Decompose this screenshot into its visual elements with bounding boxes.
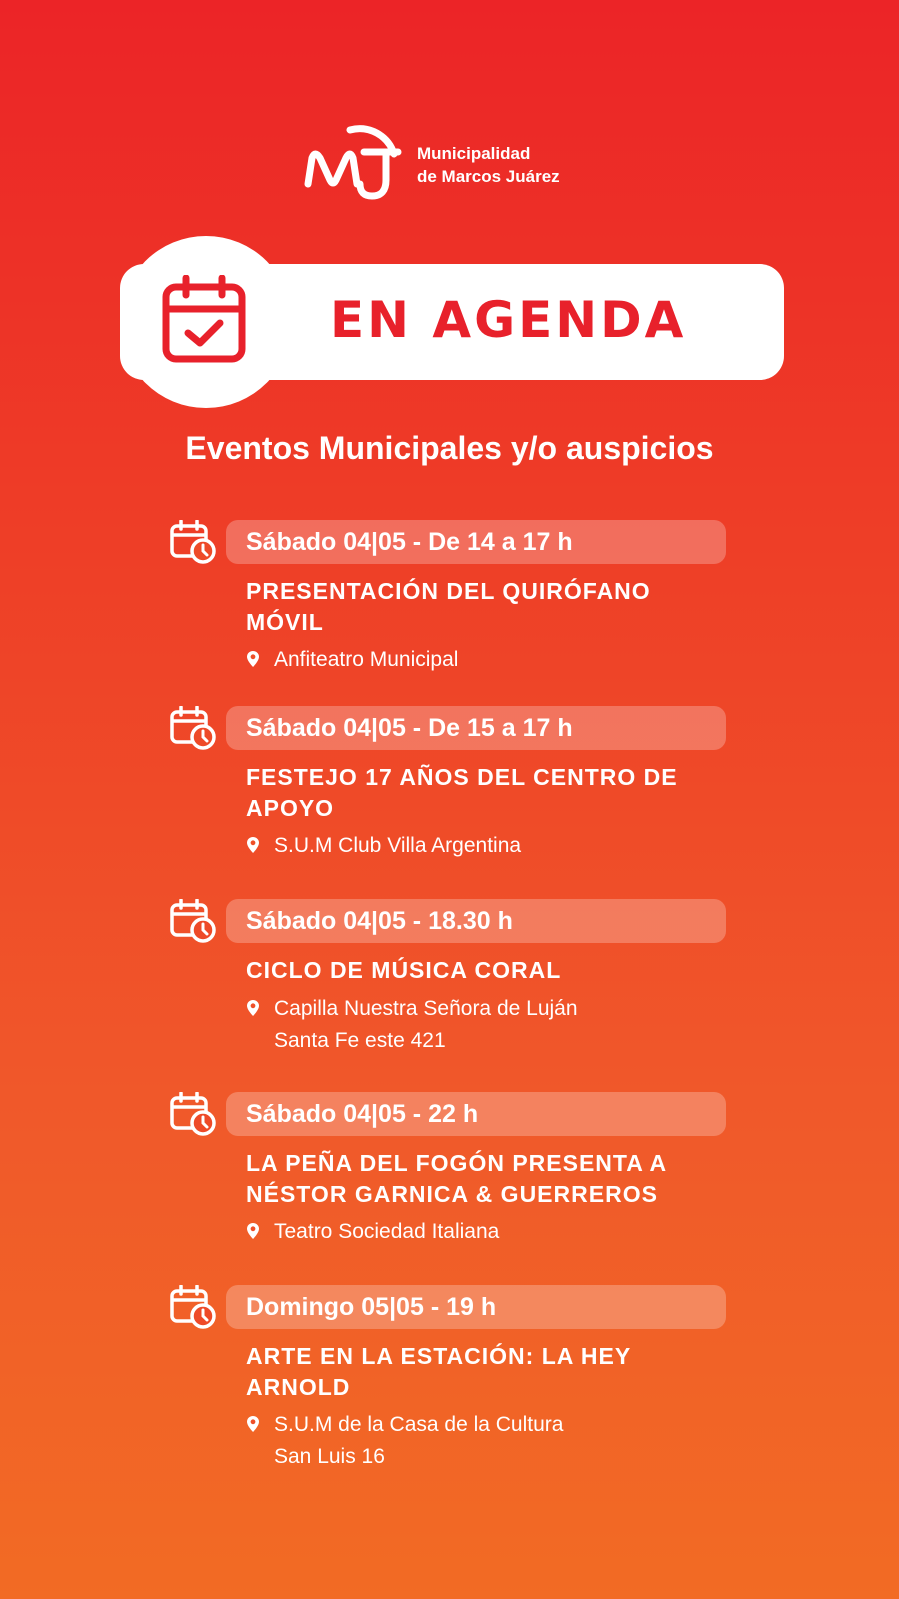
calendar-clock-icon <box>170 899 216 943</box>
event-location-line1: S.U.M Club Villa Argentina <box>274 834 522 857</box>
municipality-name <box>417 142 560 188</box>
event-location <box>246 830 726 862</box>
calendar-clock-icon <box>170 1092 216 1136</box>
mj-logo-mark <box>302 124 407 206</box>
calendar-check-icon <box>162 275 246 370</box>
calendar-clock-icon <box>170 1285 216 1329</box>
event-date: Sábado 04|05 - 22 h <box>246 1100 479 1128</box>
event-location <box>246 1216 726 1248</box>
event-date: Sábado 04|05 - 18.30 h <box>246 907 513 935</box>
event-date: Sábado 04|05 - De 14 a 17 h <box>246 528 573 556</box>
event-title: PRESENTACIÓN DEL QUIRÓFANO MÓVIL <box>246 578 651 635</box>
map-pin-icon <box>246 836 260 854</box>
event-date-pill <box>226 899 726 943</box>
map-pin-icon <box>246 1415 260 1433</box>
event-title: FESTEJO 17 AÑOS DEL CENTRO DE APOYO <box>246 764 678 821</box>
map-pin-icon <box>246 1222 260 1240</box>
event-date-pill <box>226 1285 726 1329</box>
event-location-line2: Santa Fe este 421 <box>274 1029 446 1052</box>
agenda-title: EN AGENDA <box>330 291 687 349</box>
event-date-pill <box>226 1092 726 1136</box>
map-pin-icon <box>246 999 260 1017</box>
map-pin-icon <box>246 650 260 668</box>
municipality-logo <box>302 124 560 206</box>
municipality-name-line2: de Marcos Juárez <box>417 167 560 186</box>
event-title: CICLO DE MÚSICA CORAL <box>246 957 562 983</box>
event-location <box>246 644 726 676</box>
event-date-pill <box>226 520 726 564</box>
event-title: ARTE EN LA ESTACIÓN: LA HEY ARNOLD <box>246 1343 631 1400</box>
event-date: Sábado 04|05 - De 15 a 17 h <box>246 714 573 742</box>
event-location-line1: Anfiteatro Municipal <box>274 648 459 671</box>
event-date: Domingo 05|05 - 19 h <box>246 1293 497 1321</box>
event-date-pill <box>226 706 726 750</box>
event-location-line1: Capilla Nuestra Señora de Luján <box>274 997 578 1020</box>
page-subtitle: Eventos Municipales y/o auspicios <box>185 430 714 466</box>
event-location-line1: Teatro Sociedad Italiana <box>274 1220 500 1243</box>
municipality-name-line1: Municipalidad <box>417 144 531 163</box>
event-title: LA PEÑA DEL FOGÓN PRESENTA A NÉSTOR GARNICA & GUERREROS <box>246 1150 667 1207</box>
event-location-line2: San Luis 16 <box>274 1445 385 1468</box>
calendar-clock-icon <box>170 520 216 564</box>
event-location <box>246 1409 726 1473</box>
event-location <box>246 993 726 1057</box>
calendar-clock-icon <box>170 706 216 750</box>
event-location-line1: S.U.M de la Casa de la Cultura <box>274 1413 564 1436</box>
